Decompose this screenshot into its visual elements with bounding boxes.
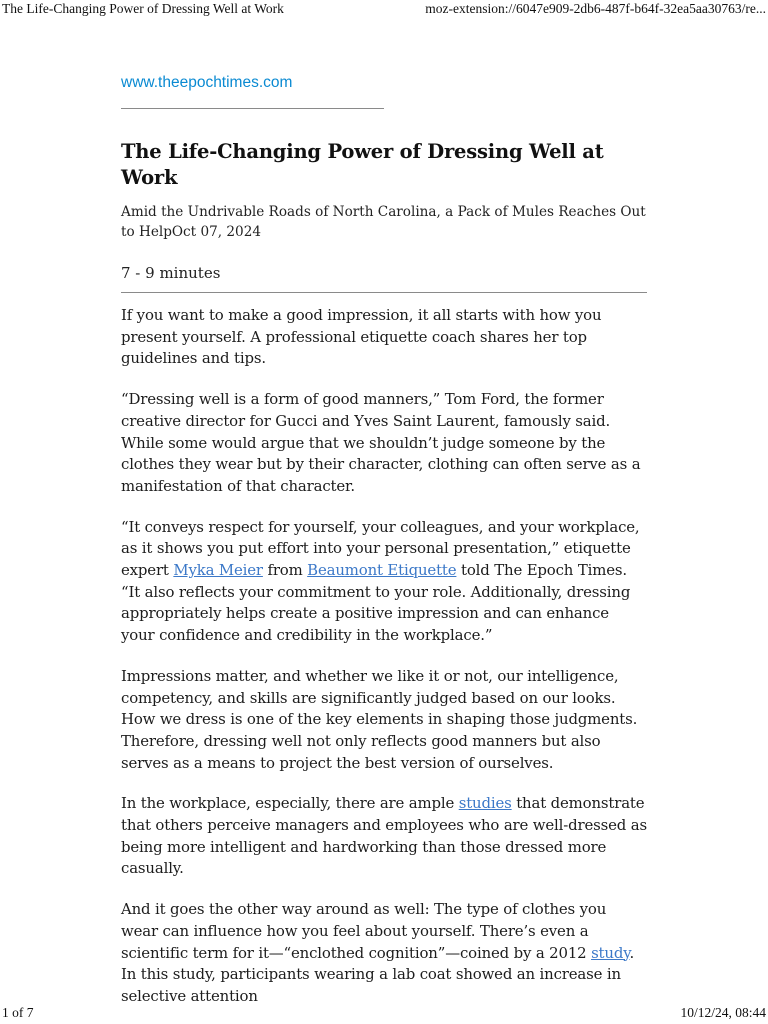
paragraph-5 [121, 793, 647, 880]
beaumont-etiquette-link[interactable]: Beaumont Etiquette [307, 561, 457, 580]
content-divider [121, 292, 647, 293]
article-title: The Life-Changing Power of Dressing Well at Work [121, 140, 604, 189]
paragraph-5-text-a: In the workplace, especially, there are ample [121, 794, 459, 813]
paragraph-5-text-b: that demonstrate that others perceive managers and employees who are well-dressed as being more intelligent and hardworking than those dressed more casually. [121, 794, 647, 878]
paragraph-2: “Dressing well is a form of good manners,” Tom Ford, the former creative director for Gucci and Yves Saint Laurent, famously said. While some would argue that we shouldn’t judge someone by the clothes they wear but by their character, clothing can often serve as a manifestation of that character. [121, 390, 641, 495]
print-datetime: 10/12/24, 08:44 [680, 1005, 766, 1020]
print-header-title: The Life-Changing Power of Dressing Well at Work [2, 1, 284, 16]
paragraph-4: Impressions matter, and whether we like it or not, our intelligence, competency, and skills are significantly judged based on our looks. How we dress is one of the key elements in shaping those judgments. Therefore, dressing well not only reflects good manners but also serves as a means to project the best version of ourselves. [121, 666, 638, 772]
print-header-url: moz-extension://6047e909-2db6-487f-b64f-32ea5aa30763/re... [425, 1, 766, 16]
paragraph-6 [121, 899, 647, 1008]
paragraph-1: If you want to make a good impression, it all starts with how you present yourself. A professional etiquette coach shares her top guidelines and tips. [121, 306, 602, 368]
paragraph-6-text-a: And it goes the other way around as well: The type of clothes you wear can influence how you feel about yourself. There’s even a scientific term for it—“enclothed cognition”—coined by a 2012 [121, 900, 607, 962]
paragraph-3-text-a: “It conveys respect for yourself, your colleagues, and your workplace, as it shows you put effort into your personal presentation,” etiquette expert [121, 517, 640, 580]
article-subtitle: Amid the Undrivable Roads of North Carolina, a Pack of Mules Reaches Out to HelpOct 07, 2024 [121, 204, 646, 240]
paragraph-3 [121, 517, 647, 647]
source-domain-link[interactable]: www.theepochtimes.com [121, 74, 293, 91]
studies-link[interactable]: studies [458, 794, 512, 813]
article [121, 72, 647, 1008]
paragraph-6-text-b: . In this study, participants wearing a lab coat showed an increase in selective attention [121, 943, 635, 1005]
study-link[interactable]: study [591, 943, 630, 962]
paragraph-3-text-c: told The Epoch Times. “It also reflects your commitment to your role. Additionally, dressing appropriately helps create a positive impression and can enhance your confidence and credibility in the workplace.” [121, 561, 631, 645]
print-header [0, 0, 768, 20]
domain-divider [121, 108, 384, 109]
print-footer [0, 1002, 768, 1024]
page-number: 1 of 7 [2, 1005, 34, 1020]
myka-meier-link[interactable]: Myka Meier [173, 561, 263, 580]
paragraph-3-text-b: from [262, 561, 308, 580]
reading-time: 7 - 9 minutes [121, 264, 221, 282]
